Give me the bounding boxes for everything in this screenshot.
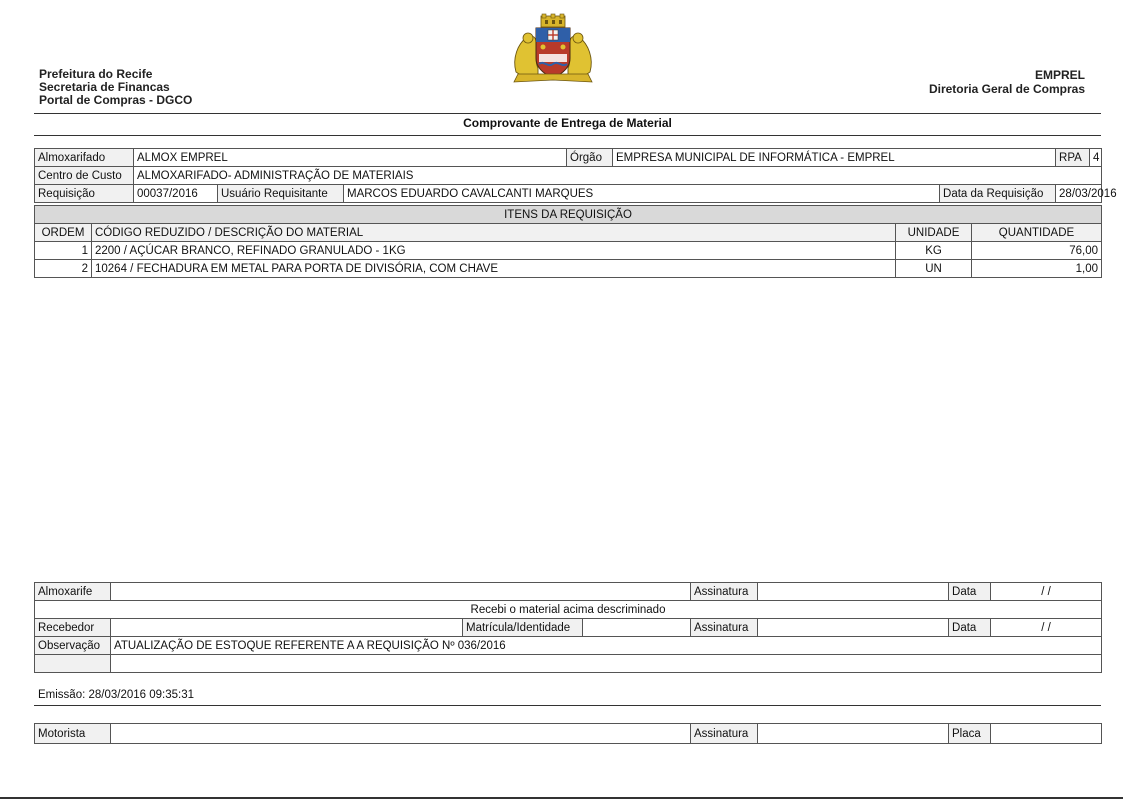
- requisicao-label: Requisição: [35, 185, 134, 203]
- transport-table: [34, 723, 1102, 744]
- almoxarife-data-field[interactable]: / /: [991, 583, 1102, 601]
- recebi-statement: Recebi o material acima descriminado: [35, 601, 1102, 619]
- emissao-rule: [34, 705, 1101, 706]
- row-centro-de-custo: [35, 167, 1102, 185]
- rpa-value: 4: [1090, 149, 1102, 167]
- placa-label: Placa: [949, 724, 991, 744]
- rpa-label: RPA: [1056, 149, 1090, 167]
- item-unidade: UN: [896, 260, 972, 278]
- motorista-label: Motorista: [35, 724, 111, 744]
- document-title: Comprovante de Entrega de Material: [463, 116, 672, 130]
- col-header-quantidade: QUANTIDADE: [972, 224, 1102, 242]
- item-unidade: KG: [896, 242, 972, 260]
- header-right: [929, 68, 1085, 96]
- item-descricao: 10264 / FECHADURA EM METAL PARA PORTA DE DIVISÓRIA, COM CHAVE: [92, 260, 896, 278]
- recebedor-data-field[interactable]: / /: [991, 619, 1102, 637]
- almoxarifado-label: Almoxarifado: [35, 149, 134, 167]
- almoxarife-label: Almoxarife: [35, 583, 111, 601]
- row-observacao: [35, 637, 1102, 655]
- items-header-row: [35, 224, 1102, 242]
- header-rule-top: [34, 113, 1101, 114]
- header-line-emprel: EMPREL: [1034, 68, 1085, 82]
- almoxarife-data-label: Data: [949, 583, 991, 601]
- header-left: [39, 68, 192, 107]
- coat-of-arms-icon: [508, 14, 598, 86]
- almoxarife-assinatura-field[interactable]: [758, 583, 949, 601]
- header-line-diretoria: Diretoria Geral de Compras: [928, 82, 1085, 96]
- motorista-field[interactable]: [111, 724, 691, 744]
- item-ordem: 1: [35, 242, 92, 260]
- item-descricao: 2200 / AÇÚCAR BRANCO, REFINADO GRANULADO - 1KG: [92, 242, 896, 260]
- col-header-ordem: ORDEM: [35, 224, 92, 242]
- header-line-prefeitura: Prefeitura do Recife: [39, 67, 153, 81]
- table-row: [35, 242, 1102, 260]
- requisicao-value: 00037/2016: [134, 185, 218, 203]
- item-ordem: 2: [35, 260, 92, 278]
- row-almoxarifado: [35, 149, 1102, 167]
- placa-field[interactable]: [991, 724, 1102, 744]
- observacao-value: ATUALIZAÇÃO DE ESTOQUE REFERENTE A A REQUISIÇÃO Nº 036/2016: [111, 637, 1102, 655]
- row-recebedor: [35, 619, 1102, 637]
- centro-custo-label: Centro de Custo: [35, 167, 134, 185]
- matricula-field[interactable]: [583, 619, 691, 637]
- motorista-assinatura-label: Assinatura: [691, 724, 758, 744]
- items-section-title: ITENS DA REQUISIÇÃO: [35, 206, 1102, 224]
- header-line-secretaria: Secretaria de Financas: [39, 80, 170, 94]
- requisition-info-table: [34, 148, 1117, 203]
- row-requisicao: [35, 185, 1102, 203]
- receipt-table: [34, 582, 1102, 673]
- page-bottom-rule: [0, 797, 1123, 799]
- emissao-timestamp: Emissão: 28/03/2016 09:35:31: [38, 689, 195, 701]
- recebedor-assinatura-label: Assinatura: [691, 619, 758, 637]
- header-rule-bottom: [34, 135, 1101, 136]
- recebedor-label: Recebedor: [35, 619, 111, 637]
- data-requisicao-label: Data da Requisição: [940, 185, 1056, 203]
- observacao-spacer: [35, 655, 111, 673]
- header-line-portal: Portal de Compras - DGCO: [39, 93, 193, 107]
- item-quantidade: 76,00: [972, 242, 1102, 260]
- recebedor-assinatura-field[interactable]: [758, 619, 949, 637]
- observacao-extra-field[interactable]: [111, 655, 1102, 673]
- row-almoxarife: [35, 583, 1102, 601]
- centro-custo-value: ALMOXARIFADO- ADMINISTRAÇÃO DE MATERIAIS: [134, 167, 1102, 185]
- table-row: [35, 260, 1102, 278]
- orgao-label: Órgão: [567, 149, 613, 167]
- almoxarife-field[interactable]: [111, 583, 691, 601]
- items-table: [34, 205, 1102, 278]
- item-quantidade: 1,00: [972, 260, 1102, 278]
- orgao-value: EMPRESA MUNICIPAL DE INFORMÁTICA - EMPREL: [613, 149, 1056, 167]
- row-recebi: [35, 601, 1102, 619]
- almoxarifado-value: ALMOX EMPREL: [134, 149, 567, 167]
- row-motorista: [35, 724, 1102, 744]
- recebedor-field[interactable]: [111, 619, 463, 637]
- motorista-assinatura-field[interactable]: [758, 724, 949, 744]
- observacao-label: Observação: [35, 637, 111, 655]
- col-header-descricao: CÓDIGO REDUZIDO / DESCRIÇÃO DO MATERIAL: [92, 224, 896, 242]
- items-section-band: [35, 206, 1102, 224]
- usuario-requisitante-label: Usuário Requisitante: [218, 185, 344, 203]
- col-header-unidade: UNIDADE: [896, 224, 972, 242]
- recebedor-data-label: Data: [949, 619, 991, 637]
- matricula-label: Matrícula/Identidade: [463, 619, 583, 637]
- row-observacao-extra: [35, 655, 1102, 673]
- data-requisicao-value: 28/03/2016: [1056, 185, 1102, 203]
- almoxarife-assinatura-label: Assinatura: [691, 583, 758, 601]
- usuario-requisitante-value: MARCOS EDUARDO CAVALCANTI MARQUES: [344, 185, 940, 203]
